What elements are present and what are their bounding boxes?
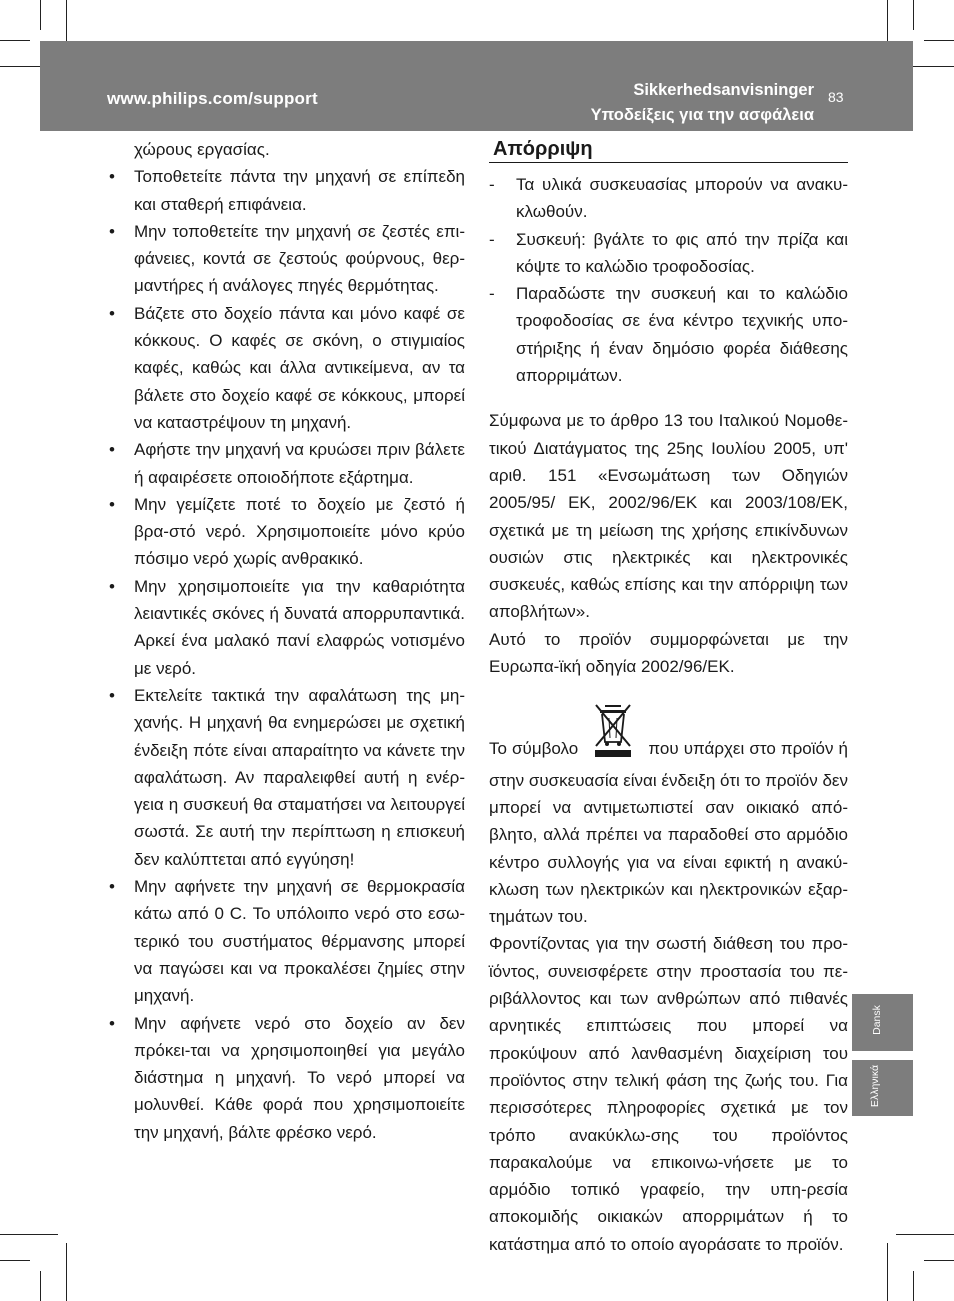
list-item: • Μην αφήνετε την μηχανή σε θερμοκρασία κάτω από 0 C. Το υπόλοιπο νερό στο εσω-τερικό του συστήματος θέρμανσης μπορεί να παγώσει και να προκαλέσει ζημίες στην μηχανή. (107, 873, 465, 1009)
crop-mark (0, 1234, 58, 1235)
list-item: - Παραδώστε την συσκευή και το καλώδιο τροφοδοσίας σε ένα κέντρο τεχνικής υπο-στήριξης ή έναν δημόσιο φορέα διάθεσης απορριμάτων. (489, 280, 848, 389)
legal-paragraph: Σύμφωνα με το άρθρο 13 του Ιταλικού Νομοθε-τικού Διατάγματος της 25ης Ιουλίου 2005, υπ' αριθ. 151 «Ενσωμάτωση των Οδηγιών 2005/95/ ΕΚ, 2002/96/ΕΚ και 2003/108/ΕΚ, σχετικά με τη μείωση της χρήσης επικίνδυνων ουσιών στις ηλεκτρικές και ηλεκτρονικές συσκευές, καθώς επίσης και την απόρριψη των αποβλήτων». (489, 411, 848, 622)
crop-mark (66, 1243, 67, 1301)
section-title-danish: Sikkerhedsanvisninger (633, 81, 814, 99)
list-item: • Βάζετε στο δοχείο πάντα και μόνο καφέ σε κόκκους. Ο καφές σε σκόνη, ο στιγμιαίος καφές, καθώς και άλλα αντικείμενα, αν τα βάλετε στο δοχείο καφέ σε κόκκους, μπορεί να καταστρέψουν τη μηχανή. (107, 300, 465, 436)
left-column (107, 136, 465, 1146)
crop-mark (896, 1234, 954, 1235)
right-column (489, 136, 848, 1258)
safety-bullet-list (107, 163, 465, 1146)
tab-label: Ελληνικά (869, 1064, 882, 1108)
continuation-text: χώρους εργασίας. (134, 140, 270, 159)
crop-mark (887, 1243, 888, 1301)
list-item: • Μην αφήνετε νερό στο δοχείο αν δεν πρόκει-ται να χρησιμοποιηθεί για μεγάλο διάστημα η μηχανή. Το νερό μπορεί να μολυνθεί. Κάθε φορά που χρησιμοποιείτε την μηχανή, βάλτε φρέσκο νερό. (107, 1010, 465, 1146)
disposal-heading: Απόρριψη (489, 136, 848, 163)
crop-mark (0, 40, 30, 41)
list-item: • Εκτελείτε τακτικά την αφαλάτωση της μη-χανής. Η μηχανή θα ενημερώσει με σχετική ένδειξη πότε είναι απαραίτητο να κάνετε την αφαλάτωση. Αν παραλειφθεί αυτή η ενέρ-γεια η συσκευή θα σταματήσει να λειτουργεί σωστά. Σε αυτή την περίπτωση η επισκευή δεν καλύπτεται από εγγύηση! (107, 682, 465, 873)
section-title-greek: Υποδείξεις για την ασφάλεια (590, 106, 814, 124)
tab-ellinika[interactable] (852, 1060, 913, 1116)
list-item: - Συσκευή: βγάλτε το φις από την πρίζα και κόψτε το καλώδιο τροφοδοσίας. (489, 226, 848, 281)
crossed-bin-icon (591, 702, 635, 766)
tab-label: Dansk (870, 1005, 883, 1035)
recycling-paragraph: Φροντίζοντας για την σωστή διάθεση του προ-ϊόντος, συνεισφέρετε στην προστασία του πε-ριβάλλοντος και των ανθρώπων από πιθανές αρνητικές επιπτώσεις που μπορεί να προκύψουν από λανθασμένη διαχείριση του προϊόντος στην τελική φάση της ζωής του. Για περισσότερες πληροφορίες σχετικά με τον τρόπο ανακύκλω-σης του προϊόντος παρακαλούμε να επικοινω-νήσετε με το αρμόδιο τοπικό γραφείο, την υπη-ρεσία αποκομιδής οικιακών απορριμάτων ή το κατάστημα από το οποίο αγοράσατε το προϊόν. (489, 934, 848, 1254)
list-item: - Τα υλικά συσκευασίας μπορούν να ανακυ-κλωθούν. (489, 171, 848, 226)
list-item: • Μην γεμίζετε ποτέ το δοχείο με ζεστό ή βρα-στό νερό. Χρησιμοποιείτε μόνο κρύο πόσιμο νερό χωρίς ανθρακικό. (107, 491, 465, 573)
symbol-paragraph (489, 702, 848, 930)
page-number: 83 (828, 89, 844, 105)
header-bar (40, 41, 913, 131)
section-title (591, 78, 814, 128)
crop-mark (40, 1271, 41, 1301)
support-url[interactable]: www.philips.com/support (107, 89, 318, 108)
crop-mark (913, 0, 914, 30)
crop-mark (0, 1260, 30, 1261)
crop-mark (40, 0, 41, 30)
crop-mark (924, 40, 954, 41)
disposal-dash-list (489, 171, 848, 389)
symbol-text-after: που υπάρχει στο προϊόν ή στην συσκευασία είναι ένδειξη ότι το προϊόν δεν μπορεί να αντιμετωπιστεί σαν οικιακό από-βλητο, αλλά πρέπει να παραδοθεί στο αρμόδιο κέντρο συλλογής για να είναι εφικτή η ανακύ-κλωση των ηλεκτρικών και ηλεκτρονικών εξαρ-τημάτων του. (489, 739, 848, 927)
crop-mark (913, 1271, 914, 1301)
list-item: • Τοποθετείτε πάντα την μηχανή σε επίπεδη και σταθερή επιφάνεια. (107, 163, 465, 218)
symbol-text-before: Το σύμβολο (489, 739, 579, 759)
tab-dansk[interactable] (852, 994, 913, 1051)
list-item: • Μην χρησιμοποιείτε για την καθαριότητα λειαντικές σκόνες ή δυνατά απορρυπαντικά. Αρκεί ένα μαλακό πανί ελαφρώς νοτισμένο με νερό. (107, 573, 465, 682)
crop-mark (924, 1260, 954, 1261)
list-item: • Μην τοποθετείτε την μηχανή σε ζεστές επι-φάνειες, κοντά σε ζεστούς φούρνους, θερ-μαντήρες ή ανάλογες πηγές θερμότητας. (107, 218, 465, 300)
directive-paragraph: Αυτό το προϊόν συμμορφώνεται με την Ευρωπα-ϊκή οδηγία 2002/96/ΕΚ. (489, 629, 848, 677)
list-item: • Αφήστε την μηχανή να κρυώσει πριν βάλετε ή αφαιρέσετε οποιοδήποτε εξάρτημα. (107, 436, 465, 491)
